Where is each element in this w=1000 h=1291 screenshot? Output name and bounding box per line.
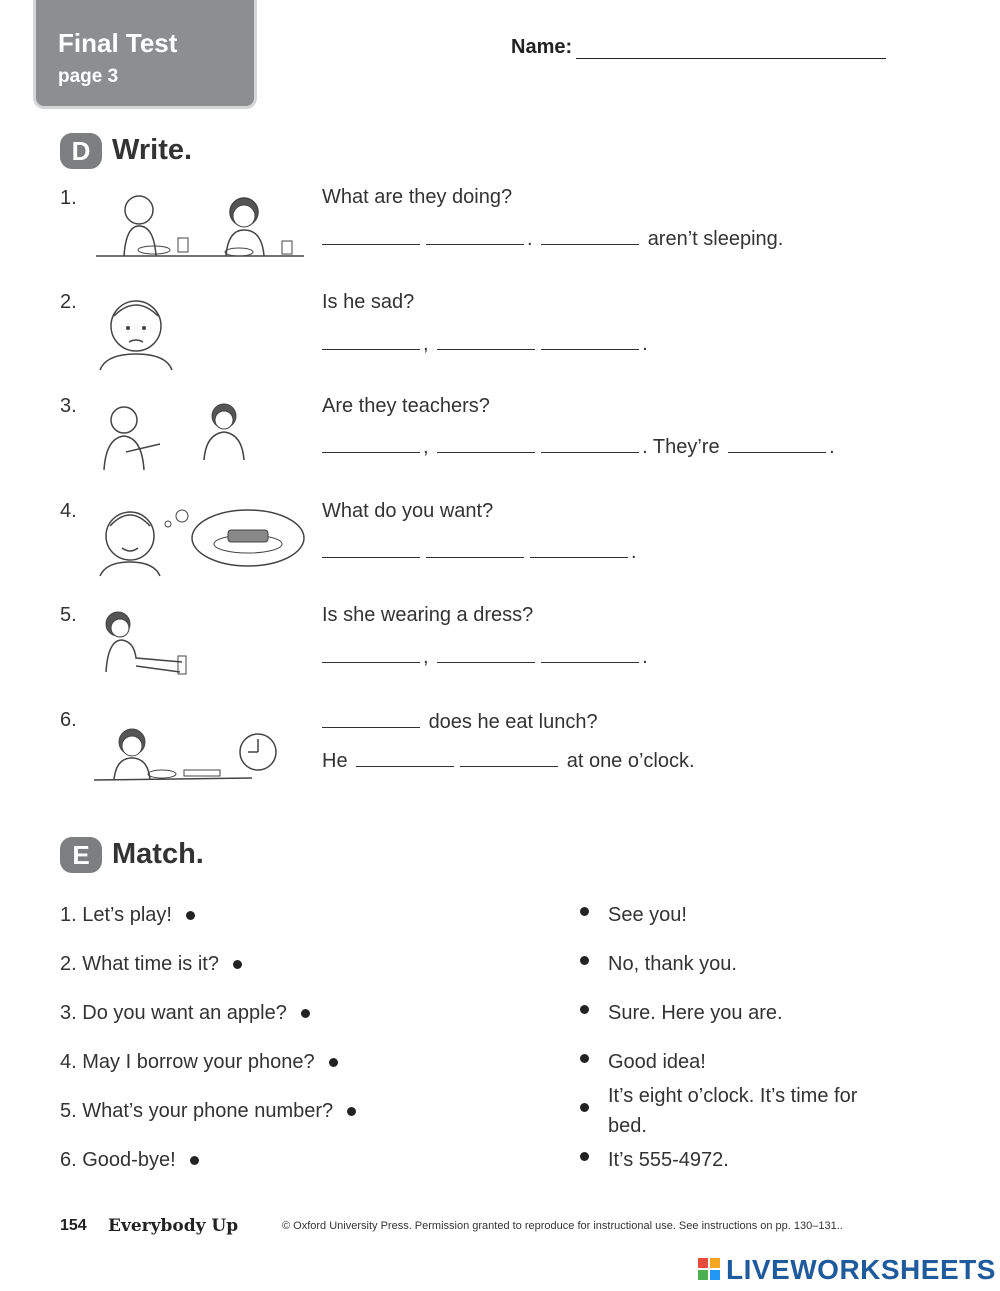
match-right-item: See you! xyxy=(608,904,687,926)
match-number: 6. xyxy=(60,1149,77,1171)
match-left-item xyxy=(60,1100,356,1123)
match-dot[interactable] xyxy=(190,1156,199,1165)
blank-input[interactable] xyxy=(460,748,558,767)
item-number: 4. xyxy=(60,500,77,522)
match-right-item: No, thank you. xyxy=(608,953,737,975)
children-eating-picture xyxy=(94,186,308,266)
match-dot[interactable] xyxy=(233,960,242,969)
match-dot[interactable] xyxy=(186,911,195,920)
blank-input[interactable] xyxy=(437,331,535,350)
match-text: Good-bye! xyxy=(82,1149,176,1171)
answer-mid: They’re xyxy=(652,436,720,458)
copyright-notice: © Oxford University Press. Permission granted to reproduce for instructional use. See instructions on pp. 130–131.. xyxy=(282,1220,843,1232)
blank-input[interactable] xyxy=(322,434,420,453)
match-dot[interactable] xyxy=(580,1152,589,1161)
answer-suffix: aren’t sleeping. xyxy=(647,228,784,250)
question-5: Is she wearing a dress? xyxy=(322,604,534,626)
blank-input[interactable] xyxy=(322,331,420,350)
boy-eating-lunch-picture xyxy=(92,724,282,786)
blank-input[interactable] xyxy=(322,709,420,728)
match-number: 3. xyxy=(60,1002,77,1024)
blank-input[interactable] xyxy=(541,644,639,663)
liveworksheets-logo-icon xyxy=(698,1258,720,1282)
blank-input[interactable] xyxy=(322,644,420,663)
match-dot[interactable] xyxy=(301,1009,310,1018)
girl-sitting-picture xyxy=(96,606,196,682)
match-dot[interactable] xyxy=(580,1103,589,1112)
match-number: 2. xyxy=(60,953,77,975)
match-right-item: It’s eight o’clock. It’s time for bed. xyxy=(608,1085,858,1137)
answer-suffix: at one o’clock. xyxy=(566,750,695,772)
match-left-item xyxy=(60,1051,338,1074)
blank-input[interactable] xyxy=(728,434,826,453)
match-number: 5. xyxy=(60,1100,77,1122)
match-number: 1. xyxy=(60,904,77,926)
item-number: 1. xyxy=(60,187,77,209)
question-4: What do you want? xyxy=(322,500,494,522)
header-tab xyxy=(36,0,254,106)
blank-input[interactable] xyxy=(426,226,524,245)
blank-input[interactable] xyxy=(322,226,420,245)
blank-input[interactable] xyxy=(322,539,420,558)
name-label: Name: xyxy=(511,36,573,58)
match-text: May I borrow your phone? xyxy=(82,1051,315,1073)
match-right-item: Sure. Here you are. xyxy=(608,1002,783,1024)
match-left-item xyxy=(60,1002,310,1025)
item-number: 2. xyxy=(60,291,77,313)
answer-line-6 xyxy=(322,748,695,773)
match-dot[interactable] xyxy=(347,1107,356,1116)
match-dot[interactable] xyxy=(580,956,589,965)
liveworksheets-brand[interactable]: LIVEWORKSHEETS xyxy=(726,1254,996,1285)
blank-input[interactable] xyxy=(541,331,639,350)
boy-thinking-food-picture xyxy=(96,500,310,578)
blank-input[interactable] xyxy=(437,644,535,663)
answer-line-1: . aren’t sleeping. xyxy=(322,226,783,251)
match-text: What’s your phone number? xyxy=(82,1100,334,1122)
match-dot[interactable] xyxy=(580,1005,589,1014)
match-left-item xyxy=(60,904,195,927)
match-dot[interactable] xyxy=(580,907,589,916)
answer-line-4: . xyxy=(322,539,637,564)
blank-input[interactable] xyxy=(356,748,454,767)
question-3: Are they teachers? xyxy=(322,395,490,417)
blank-input[interactable] xyxy=(530,539,628,558)
question-6-text: does he eat lunch? xyxy=(428,711,598,733)
item-number: 5. xyxy=(60,604,77,626)
match-left-item xyxy=(60,953,242,976)
match-text: Let’s play! xyxy=(82,904,172,926)
item-number: 6. xyxy=(60,709,77,731)
item-number: 3. xyxy=(60,395,77,417)
match-text: What time is it? xyxy=(82,953,219,975)
match-number: 4. xyxy=(60,1051,77,1073)
doctors-picture xyxy=(96,398,256,474)
blank-input[interactable] xyxy=(426,539,524,558)
section-d-title: Write. xyxy=(112,134,193,166)
question-1: What are they doing? xyxy=(322,186,513,208)
section-d-badge: D xyxy=(60,133,102,169)
blank-input[interactable] xyxy=(541,434,639,453)
page-number: 154 xyxy=(60,1217,87,1234)
blank-input[interactable] xyxy=(541,226,639,245)
section-e-badge: E xyxy=(60,837,102,873)
match-dot[interactable] xyxy=(580,1054,589,1063)
question-6 xyxy=(322,709,598,734)
name-field[interactable] xyxy=(576,58,886,59)
answer-line-3: , . They’re . xyxy=(322,434,835,459)
blank-input[interactable] xyxy=(437,434,535,453)
match-left-item xyxy=(60,1149,199,1172)
section-e-title: Match. xyxy=(112,838,204,870)
answer-line-2: , . xyxy=(322,331,648,356)
match-right-item: It’s 555-4972. xyxy=(608,1149,729,1171)
answer-line-5: , . xyxy=(322,644,648,669)
match-right-item: Good idea! xyxy=(608,1051,706,1073)
match-text: Do you want an apple? xyxy=(82,1002,287,1024)
book-title: Everybody Up xyxy=(108,1216,239,1236)
sad-boy-picture xyxy=(96,292,186,372)
question-2: Is he sad? xyxy=(322,291,415,313)
test-page: page 3 xyxy=(58,66,119,87)
answer-prefix: He xyxy=(322,750,348,772)
test-title: Final Test xyxy=(58,28,178,58)
match-dot[interactable] xyxy=(329,1058,338,1067)
